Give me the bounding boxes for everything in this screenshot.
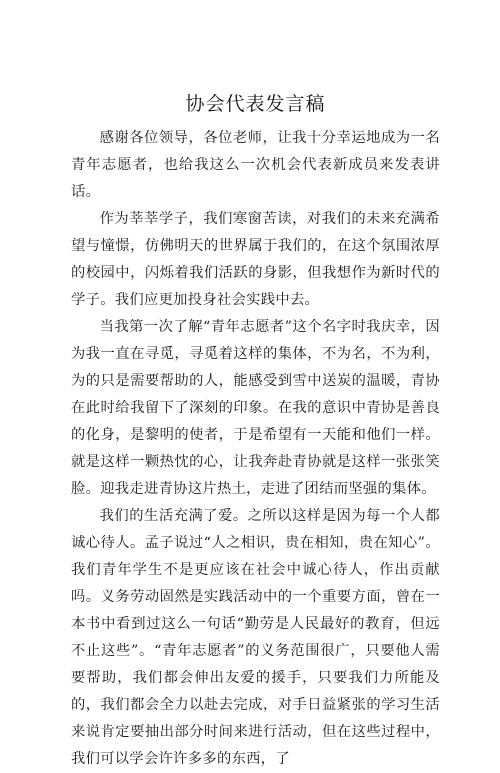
paragraph-3: 当我第一次了解“青年志愿者”这个名字时我庆幸，因为我一直在寻觅，寻觅着这样的集体，不为名，不为利，为的只是需要帮助的人，能感受到雪中送炭的温暖，青协在此时给我留下了深刻的印象。在我的意识中青协是善良的化身，是黎明的使者，于是希望有一天能和他们一样。就是这样一颗热忱的心，让我奔赴青协就是这样一张张笑脸。迎我走进青协这片热土，走进了团结而坚强的集体。 [71, 319, 440, 497]
document-title: 协会代表发言稿 [185, 93, 326, 115]
paragraph-1: 感谢各位领导，各位老师，让我十分幸运地成为一名青年志愿者，也给我这么一次机会代表新成员来发表讲话。 [71, 130, 440, 200]
paragraph-2: 作为莘莘学子，我们寒窗苦读，对我们的未来充满希望与憧憬，仿佛明天的世界属于我们的，在这个氛围浓厚的校园中，闪烁着我们活跃的身影，但我想作为新时代的学子。我们应更加投身社会实践中去。 [71, 211, 440, 308]
paragraph-4: 我们的生活充满了爱。之所以这样是因为每一个人都诚心待人。孟子说过“人之相识，贵在相知，贵在知心”。我们青年学生不是更应该在社会中诚心待人，作出贡献吗。义务劳动固然是实践活动中的一个重要方面，曾在一本书中看到过这么一句话“勤劳是人民最好的教育，但远不止这些”。“青年志愿者”的义务范围很广，只要他人需要帮助，我们都会伸出友爱的援手，只要我们力所能及的，我们都会全力以赴去完成，对手日益紧张的学习生活来说肯定要抽出部分时间来进行活动，但在这些过程中，我们可以学会许许多多的东西，了 [71, 508, 440, 767]
